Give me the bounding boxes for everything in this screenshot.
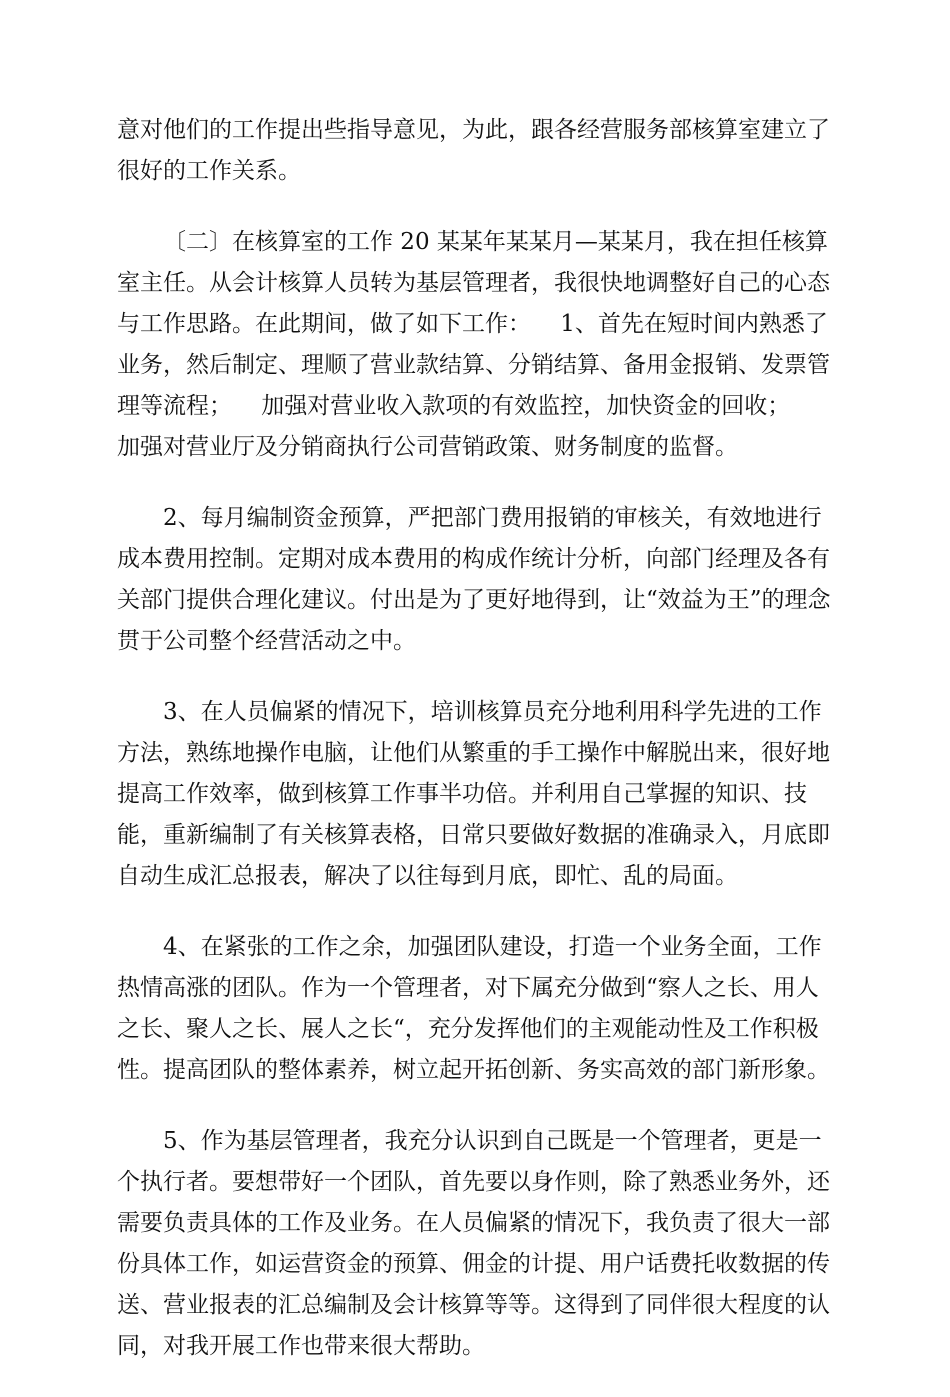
paragraph-2: 〔二〕在核算室的工作 20 某某年某某月—某某月，我在担任核算室主任。从会计核算人员转为基层管理者，我很快地调整好自己的心态与工作思路。在此期间，做了如下工作： 1、首先在短时间内熟悉了业务，然后制定、理顺了营业款结算、分销结算、备用金报销、发票管理等流程； 加强对营业收入款项的有效监控，加快资金的回收； 加强对营业厅及分销商执行公司营销政策、财务制度的监督。 bbox=[117, 229, 830, 460]
paragraph-1: 意对他们的工作提出些指导意见，为此，跟各经营服务部核算室建立了很好的工作关系。 bbox=[117, 117, 830, 184]
paragraph-3: 2、每月编制资金预算，严把部门费用报销的审核关，有效地进行成本费用控制。定期对成本费用的构成作统计分析，向部门经理及各有关部门提供合理化建议。付出是为了更好地得到，让“效益为王”的理念贯于公司整个经营活动之中。 bbox=[117, 505, 831, 654]
paragraph-4: 3、在人员偏紧的情况下，培训核算员充分地利用科学先进的工作方法，熟练地操作电脑，让他们从繁重的手工操作中解脱出来，很好地提高工作效率，做到核算工作事半功倍。并利用自己掌握的知识、技能，重新编制了有关核算表格，日常只要做好数据的准确录入，月底即自动生成汇总报表，解决了以往每到月底，即忙、乱的局面。 bbox=[117, 699, 830, 889]
document-body bbox=[117, 110, 833, 1397]
paragraph-5: 4、在紧张的工作之余，加强团队建设，打造一个业务全面，工作热情高涨的团队。作为一个管理者，对下属充分做到“察人之长、用人之长、聚人之长、展人之长“，充分发挥他们的主观能动性及工作积极性。提高团队的整体素养，树立起开拓创新、务实高效的部门新形象。 bbox=[117, 934, 830, 1083]
paragraph-6: 5、作为基层管理者，我充分认识到自己既是一个管理者，更是一个执行者。要想带好一个团队，首先要以身作则，除了熟悉业务外，还需要负责具体的工作及业务。在人员偏紧的情况下，我负责了很大一部份具体工作，如运营资金的预算、佣金的计提、用户话费托收数据的传送、营业报表的汇总编制及会计核算等等。这得到了同伴很大程度的认同，对我开展工作也带来很大帮助。 bbox=[117, 1128, 830, 1359]
